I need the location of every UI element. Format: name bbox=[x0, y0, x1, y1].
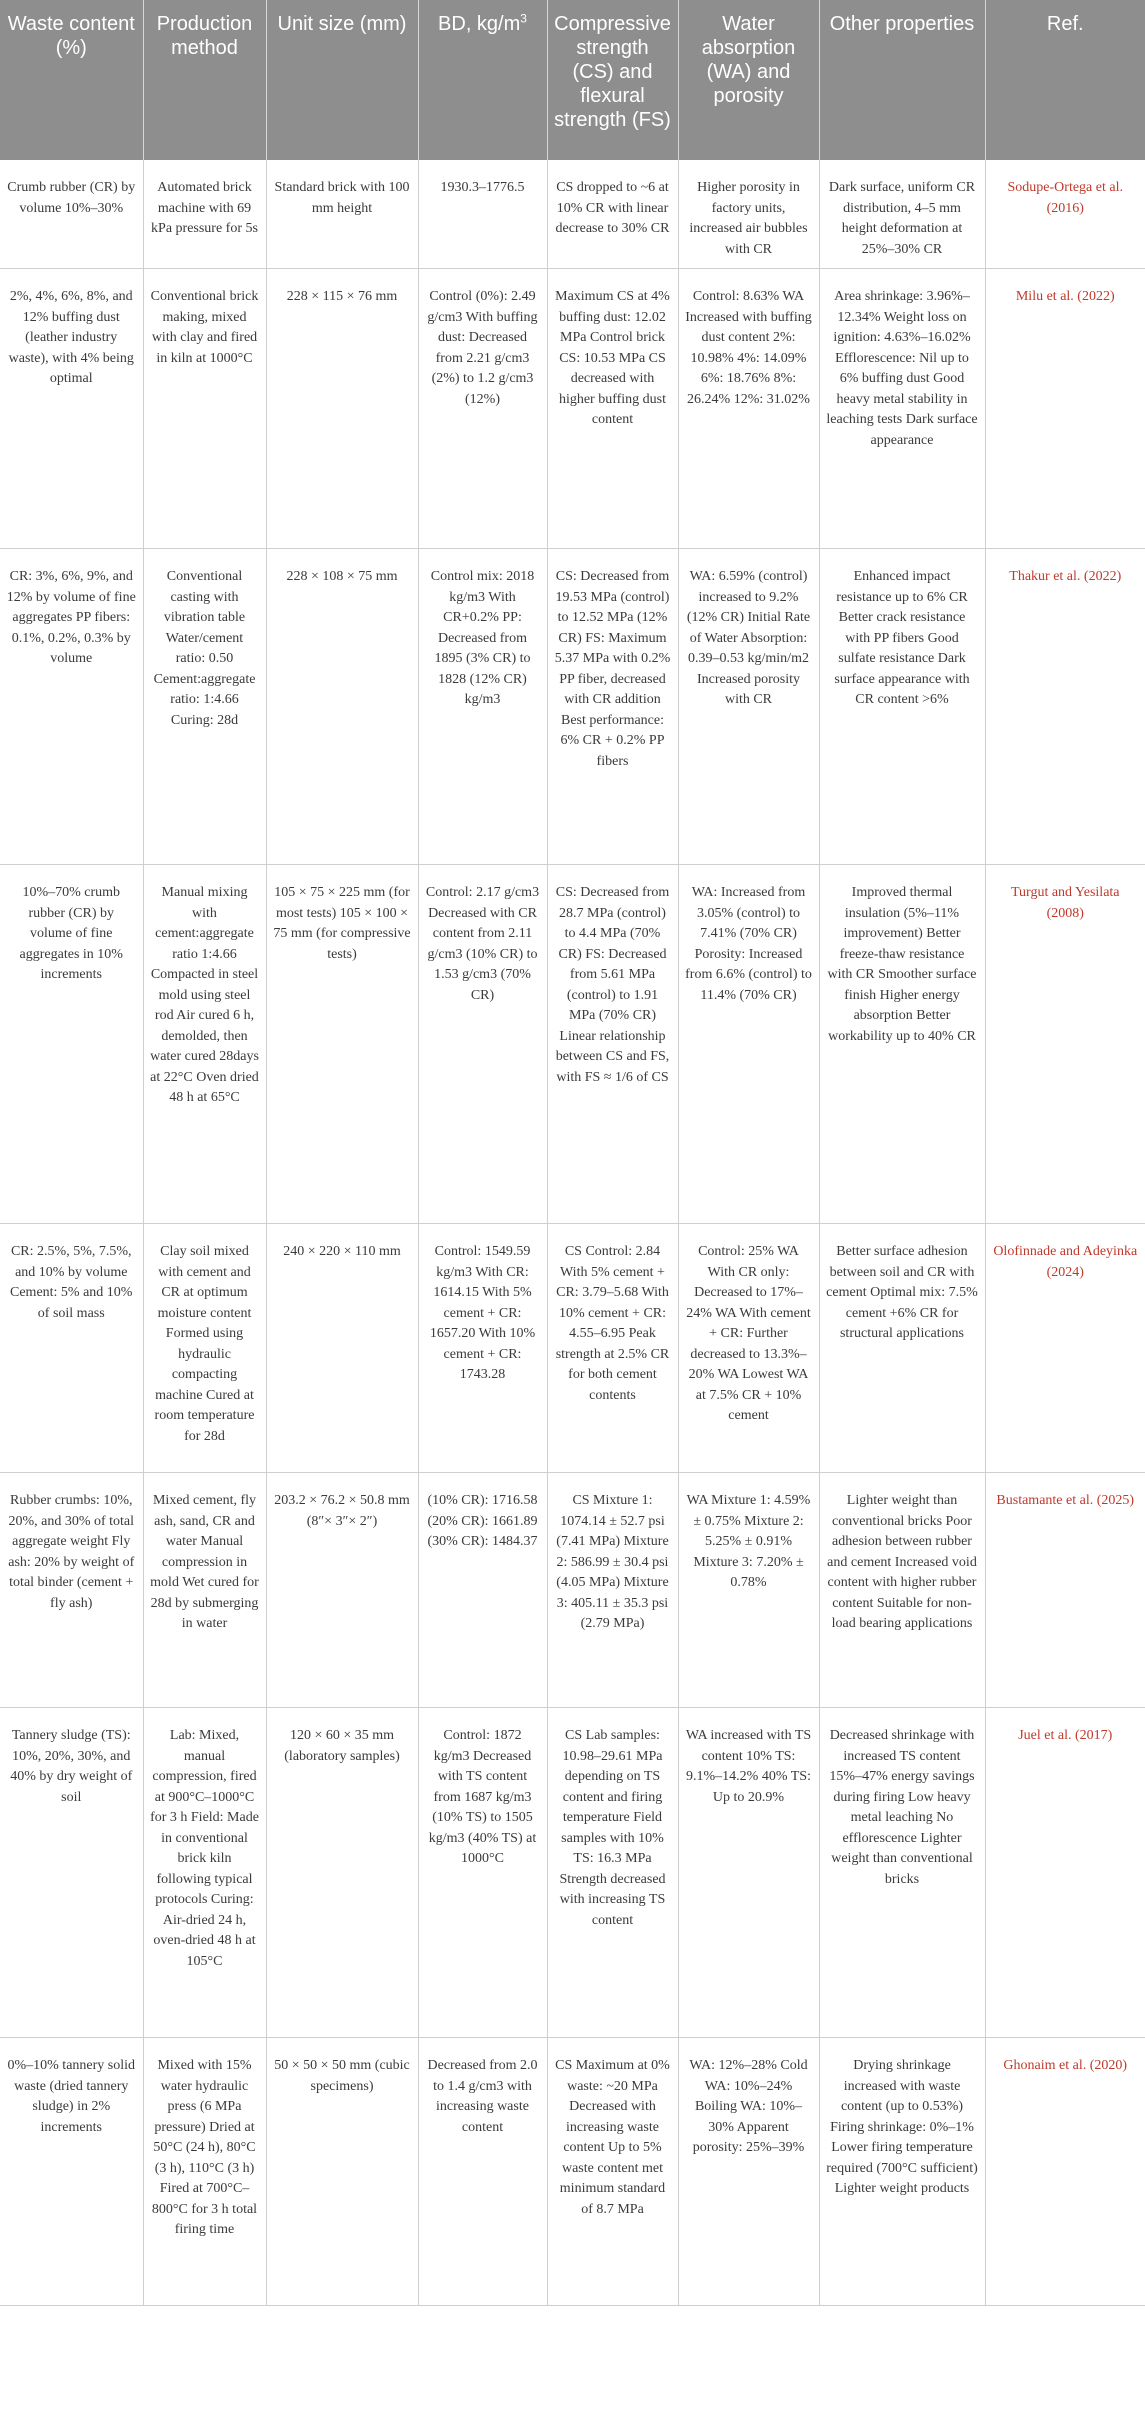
header-bd bbox=[418, 0, 547, 160]
cell-cs: CS Mixture 1: 1074.14 ± 52.7 psi (7.41 MPa) Mixture 2: 586.99 ± 30.4 psi (4.05 MPa) Mixture 3: 405.11 ± 35.3 psi (2.79 MPa) bbox=[547, 1473, 678, 1708]
cell-method: Conventional casting with vibration table Water/cement ratio: 0.50 Cement:aggregate ratio: 1:4.66 Curing: 28d bbox=[143, 549, 266, 865]
cell-bd: Control: 1872 kg/m3 Decreased with TS content from 1687 kg/m3 (10% TS) to 1505 kg/m3 (40% TS) at 1000°C bbox=[418, 1708, 547, 2038]
header-size: Unit size (mm) bbox=[266, 0, 418, 160]
header-ref: Ref. bbox=[985, 0, 1145, 160]
cell-size: 50 × 50 × 50 mm (cubic specimens) bbox=[266, 2038, 418, 2306]
cell-waste: 10%–70% crumb rubber (CR) by volume of fine aggregates in 10% increments bbox=[0, 865, 143, 1224]
cell-size: 228 × 108 × 75 mm bbox=[266, 549, 418, 865]
cell-cs: CS: Decreased from 19.53 MPa (control) to 12.52 MPa (12% CR) FS: Maximum 5.37 MPa with 0.2% PP fiber, decreased with CR addition Best performance: 6% CR + 0.2% PP fibers bbox=[547, 549, 678, 865]
cell-bd: Decreased from 2.0 to 1.4 g/cm3 with increasing waste content bbox=[418, 2038, 547, 2306]
table-row bbox=[0, 865, 1145, 1224]
cell-wa: Control: 25% WA With CR only: Decreased to 17%–24% WA With cement + CR: Further decreased to 13.3%–20% WA Lowest WA at 7.5% CR + 10% cement bbox=[678, 1224, 819, 1473]
cell-size: Standard brick with 100 mm height bbox=[266, 160, 418, 269]
cell-wa: WA Mixture 1: 4.59% ± 0.75% Mixture 2: 5.25% ± 0.91% Mixture 3: 7.20% ± 0.78% bbox=[678, 1473, 819, 1708]
cell-method: Lab: Mixed, manual compression, fired at 900°C–1000°C for 3 h Field: Made in conventional brick kiln following typical protocols Curing: Air-dried 24 h, oven-dried 48 h at 105°C bbox=[143, 1708, 266, 2038]
cell-other: Area shrinkage: 3.96%–12.34% Weight loss on ignition: 4.63%–16.02% Efflorescence: Nil up to 6% buffing dust Good heavy metal stability in leaching tests Dark surface appearance bbox=[819, 269, 985, 549]
table-row bbox=[0, 1473, 1145, 1708]
cell-method: Clay soil mixed with cement and CR at optimum moisture content Formed using hydraulic compacting machine Cured at room temperature for 28d bbox=[143, 1224, 266, 1473]
cell-ref[interactable]: Ghonaim et al. (2020) bbox=[985, 2038, 1145, 2306]
cell-cs: CS Maximum at 0% waste: ~20 MPa Decreased with increasing waste content Up to 5% waste content met minimum standard of 8.7 MPa bbox=[547, 2038, 678, 2306]
cell-cs: CS dropped to ~6 at 10% CR with linear decrease to 30% CR bbox=[547, 160, 678, 269]
cell-waste: 0%–10% tannery solid waste (dried tannery sludge) in 2% increments bbox=[0, 2038, 143, 2306]
cell-method: Conventional brick making, mixed with clay and fired in kiln at 1000°C bbox=[143, 269, 266, 549]
cell-bd: 1930.3–1776.5 bbox=[418, 160, 547, 269]
cell-ref[interactable]: Milu et al. (2022) bbox=[985, 269, 1145, 549]
cell-other: Enhanced impact resistance up to 6% CR Better crack resistance with PP fibers Good sulfate resistance Dark surface appearance with CR content >6% bbox=[819, 549, 985, 865]
header-wa: Water absorption (WA) and porosity bbox=[678, 0, 819, 160]
cell-cs: Maximum CS at 4% buffing dust: 12.02 MPa Control brick CS: 10.53 MPa CS decreased with higher buffing dust content bbox=[547, 269, 678, 549]
cell-ref[interactable]: Olofinnade and Adeyinka (2024) bbox=[985, 1224, 1145, 1473]
cell-waste: CR: 3%, 6%, 9%, and 12% by volume of fine aggregates PP fibers: 0.1%, 0.2%, 0.3% by volume bbox=[0, 549, 143, 865]
cell-cs: CS: Decreased from 28.7 MPa (control) to 4.4 MPa (70% CR) FS: Decreased from 5.61 MPa (control) to 1.91 MPa (70% CR) Linear relationship between CS and FS, with FS ≈ 1/6 of CS bbox=[547, 865, 678, 1224]
cell-wa: WA: 6.59% (control) increased to 9.2% (12% CR) Initial Rate of Water Absorption: 0.39–0.53 kg/min/m2 Increased porosity with CR bbox=[678, 549, 819, 865]
cell-other: Drying shrinkage increased with waste content (up to 0.53%) Firing shrinkage: 0%–1% Lower firing temperature required (700°C sufficient) Lighter weight products bbox=[819, 2038, 985, 2306]
header-method: Production method bbox=[143, 0, 266, 160]
cell-wa: Control: 8.63% WA Increased with buffing dust content 2%: 10.98% 4%: 14.09% 6%: 18.76% 8%: 26.24% 12%: 31.02% bbox=[678, 269, 819, 549]
table-row bbox=[0, 2038, 1145, 2306]
table-row bbox=[0, 1708, 1145, 2038]
cell-other: Better surface adhesion between soil and CR with cement Optimal mix: 7.5% cement +6% CR for structural applications bbox=[819, 1224, 985, 1473]
cell-method: Manual mixing with cement:aggregate ratio 1:4.66 Compacted in steel mold using steel rod Air cured 6 h, demolded, then water cured 28days at 22°C Oven dried 48 h at 65°C bbox=[143, 865, 266, 1224]
cell-other: Decreased shrinkage with increased TS content 15%–47% energy savings during firing Low heavy metal leaching No efflorescence Lighter weight than conventional bricks bbox=[819, 1708, 985, 2038]
table-row bbox=[0, 269, 1145, 549]
cell-other: Lighter weight than conventional bricks Poor adhesion between rubber and cement Increased void content with higher rubber content Suitable for non-load bearing applications bbox=[819, 1473, 985, 1708]
cell-cs: CS Lab samples: 10.98–29.61 MPa depending on TS content and firing temperature Field samples with 10% TS: 16.3 MPa Strength decreased with increasing TS content bbox=[547, 1708, 678, 2038]
cell-size: 240 × 220 × 110 mm bbox=[266, 1224, 418, 1473]
header-bd-label: BD, kg/m bbox=[438, 13, 521, 35]
cell-method: Mixed cement, fly ash, sand, CR and water Manual compression in mold Wet cured for 28d by submerging in water bbox=[143, 1473, 266, 1708]
cell-cs: CS Control: 2.84 With 5% cement + CR: 3.79–5.68 With 10% cement + CR: 4.55–6.95 Peak strength at 2.5% CR for both cement contents bbox=[547, 1224, 678, 1473]
cell-ref[interactable]: Thakur et al. (2022) bbox=[985, 549, 1145, 865]
cell-wa: WA increased with TS content 10% TS: 9.1%–14.2% 40% TS: Up to 20.9% bbox=[678, 1708, 819, 2038]
cell-bd: (10% CR): 1716.58 (20% CR): 1661.89 (30% CR): 1484.37 bbox=[418, 1473, 547, 1708]
cell-bd: Control (0%): 2.49 g/cm3 With buffing dust: Decreased from 2.21 g/cm3 (2%) to 1.2 g/cm3 (12%) bbox=[418, 269, 547, 549]
cell-ref[interactable]: Bustamante et al. (2025) bbox=[985, 1473, 1145, 1708]
cell-bd: Control: 1549.59 kg/m3 With CR: 1614.15 With 5% cement + CR: 1657.20 With 10% cement + CR: 1743.28 bbox=[418, 1224, 547, 1473]
cell-size: 105 × 75 × 225 mm (for most tests) 105 × 100 × 75 mm (for compressive tests) bbox=[266, 865, 418, 1224]
table-row bbox=[0, 1224, 1145, 1473]
cell-ref[interactable]: Sodupe-Ortega et al. (2016) bbox=[985, 160, 1145, 269]
cell-size: 228 × 115 × 76 mm bbox=[266, 269, 418, 549]
cell-waste: Tannery sludge (TS): 10%, 20%, 30%, and 40% by dry weight of soil bbox=[0, 1708, 143, 2038]
cell-ref[interactable]: Juel et al. (2017) bbox=[985, 1708, 1145, 2038]
header-waste: Waste content (%) bbox=[0, 0, 143, 160]
cell-other: Dark surface, uniform CR distribution, 4–5 mm height deformation at 25%–30% CR bbox=[819, 160, 985, 269]
table-row bbox=[0, 549, 1145, 865]
cell-waste: Crumb rubber (CR) by volume 10%–30% bbox=[0, 160, 143, 269]
cell-size: 120 × 60 × 35 mm (laboratory samples) bbox=[266, 1708, 418, 2038]
cell-wa: WA: Increased from 3.05% (control) to 7.41% (70% CR) Porosity: Increased from 6.6% (control) to 11.4% (70% CR) bbox=[678, 865, 819, 1224]
cell-method: Mixed with 15% water hydraulic press (6 MPa pressure) Dried at 50°C (24 h), 80°C (3 h), 110°C (3 h) Fired at 700°C–800°C for 3 h total firing time bbox=[143, 2038, 266, 2306]
header-other: Other properties bbox=[819, 0, 985, 160]
table-row bbox=[0, 160, 1145, 269]
cell-waste: Rubber crumbs: 10%, 20%, and 30% of total aggregate weight Fly ash: 20% by weight of total binder (cement + fly ash) bbox=[0, 1473, 143, 1708]
cell-bd: Control mix: 2018 kg/m3 With CR+0.2% PP: Decreased from 1895 (3% CR) to 1828 (12% CR) kg/m3 bbox=[418, 549, 547, 865]
cell-wa: WA: 12%–28% Cold WA: 10%–24% Boiling WA: 10%–30% Apparent porosity: 25%–39% bbox=[678, 2038, 819, 2306]
cell-ref[interactable]: Turgut and Yesilata (2008) bbox=[985, 865, 1145, 1224]
header-bd-sup: 3 bbox=[520, 11, 527, 26]
cell-waste: CR: 2.5%, 5%, 7.5%, and 10% by volume Cement: 5% and 10% of soil mass bbox=[0, 1224, 143, 1473]
header-cs: Compressive strength (CS) and flexural strength (FS) bbox=[547, 0, 678, 160]
cell-other: Improved thermal insulation (5%–11% improvement) Better freeze-thaw resistance with CR Smoother surface finish Higher energy absorption Better workability up to 40% CR bbox=[819, 865, 985, 1224]
cell-size: 203.2 × 76.2 × 50.8 mm (8″× 3″× 2″) bbox=[266, 1473, 418, 1708]
header-row bbox=[0, 0, 1145, 160]
cell-waste: 2%, 4%, 6%, 8%, and 12% buffing dust (leather industry waste), with 4% being optimal bbox=[0, 269, 143, 549]
cell-wa: Higher porosity in factory units, increased air bubbles with CR bbox=[678, 160, 819, 269]
cell-bd: Control: 2.17 g/cm3 Decreased with CR content from 2.11 g/cm3 (10% CR) to 1.53 g/cm3 (70% CR) bbox=[418, 865, 547, 1224]
cell-method: Automated brick machine with 69 kPa pressure for 5s bbox=[143, 160, 266, 269]
